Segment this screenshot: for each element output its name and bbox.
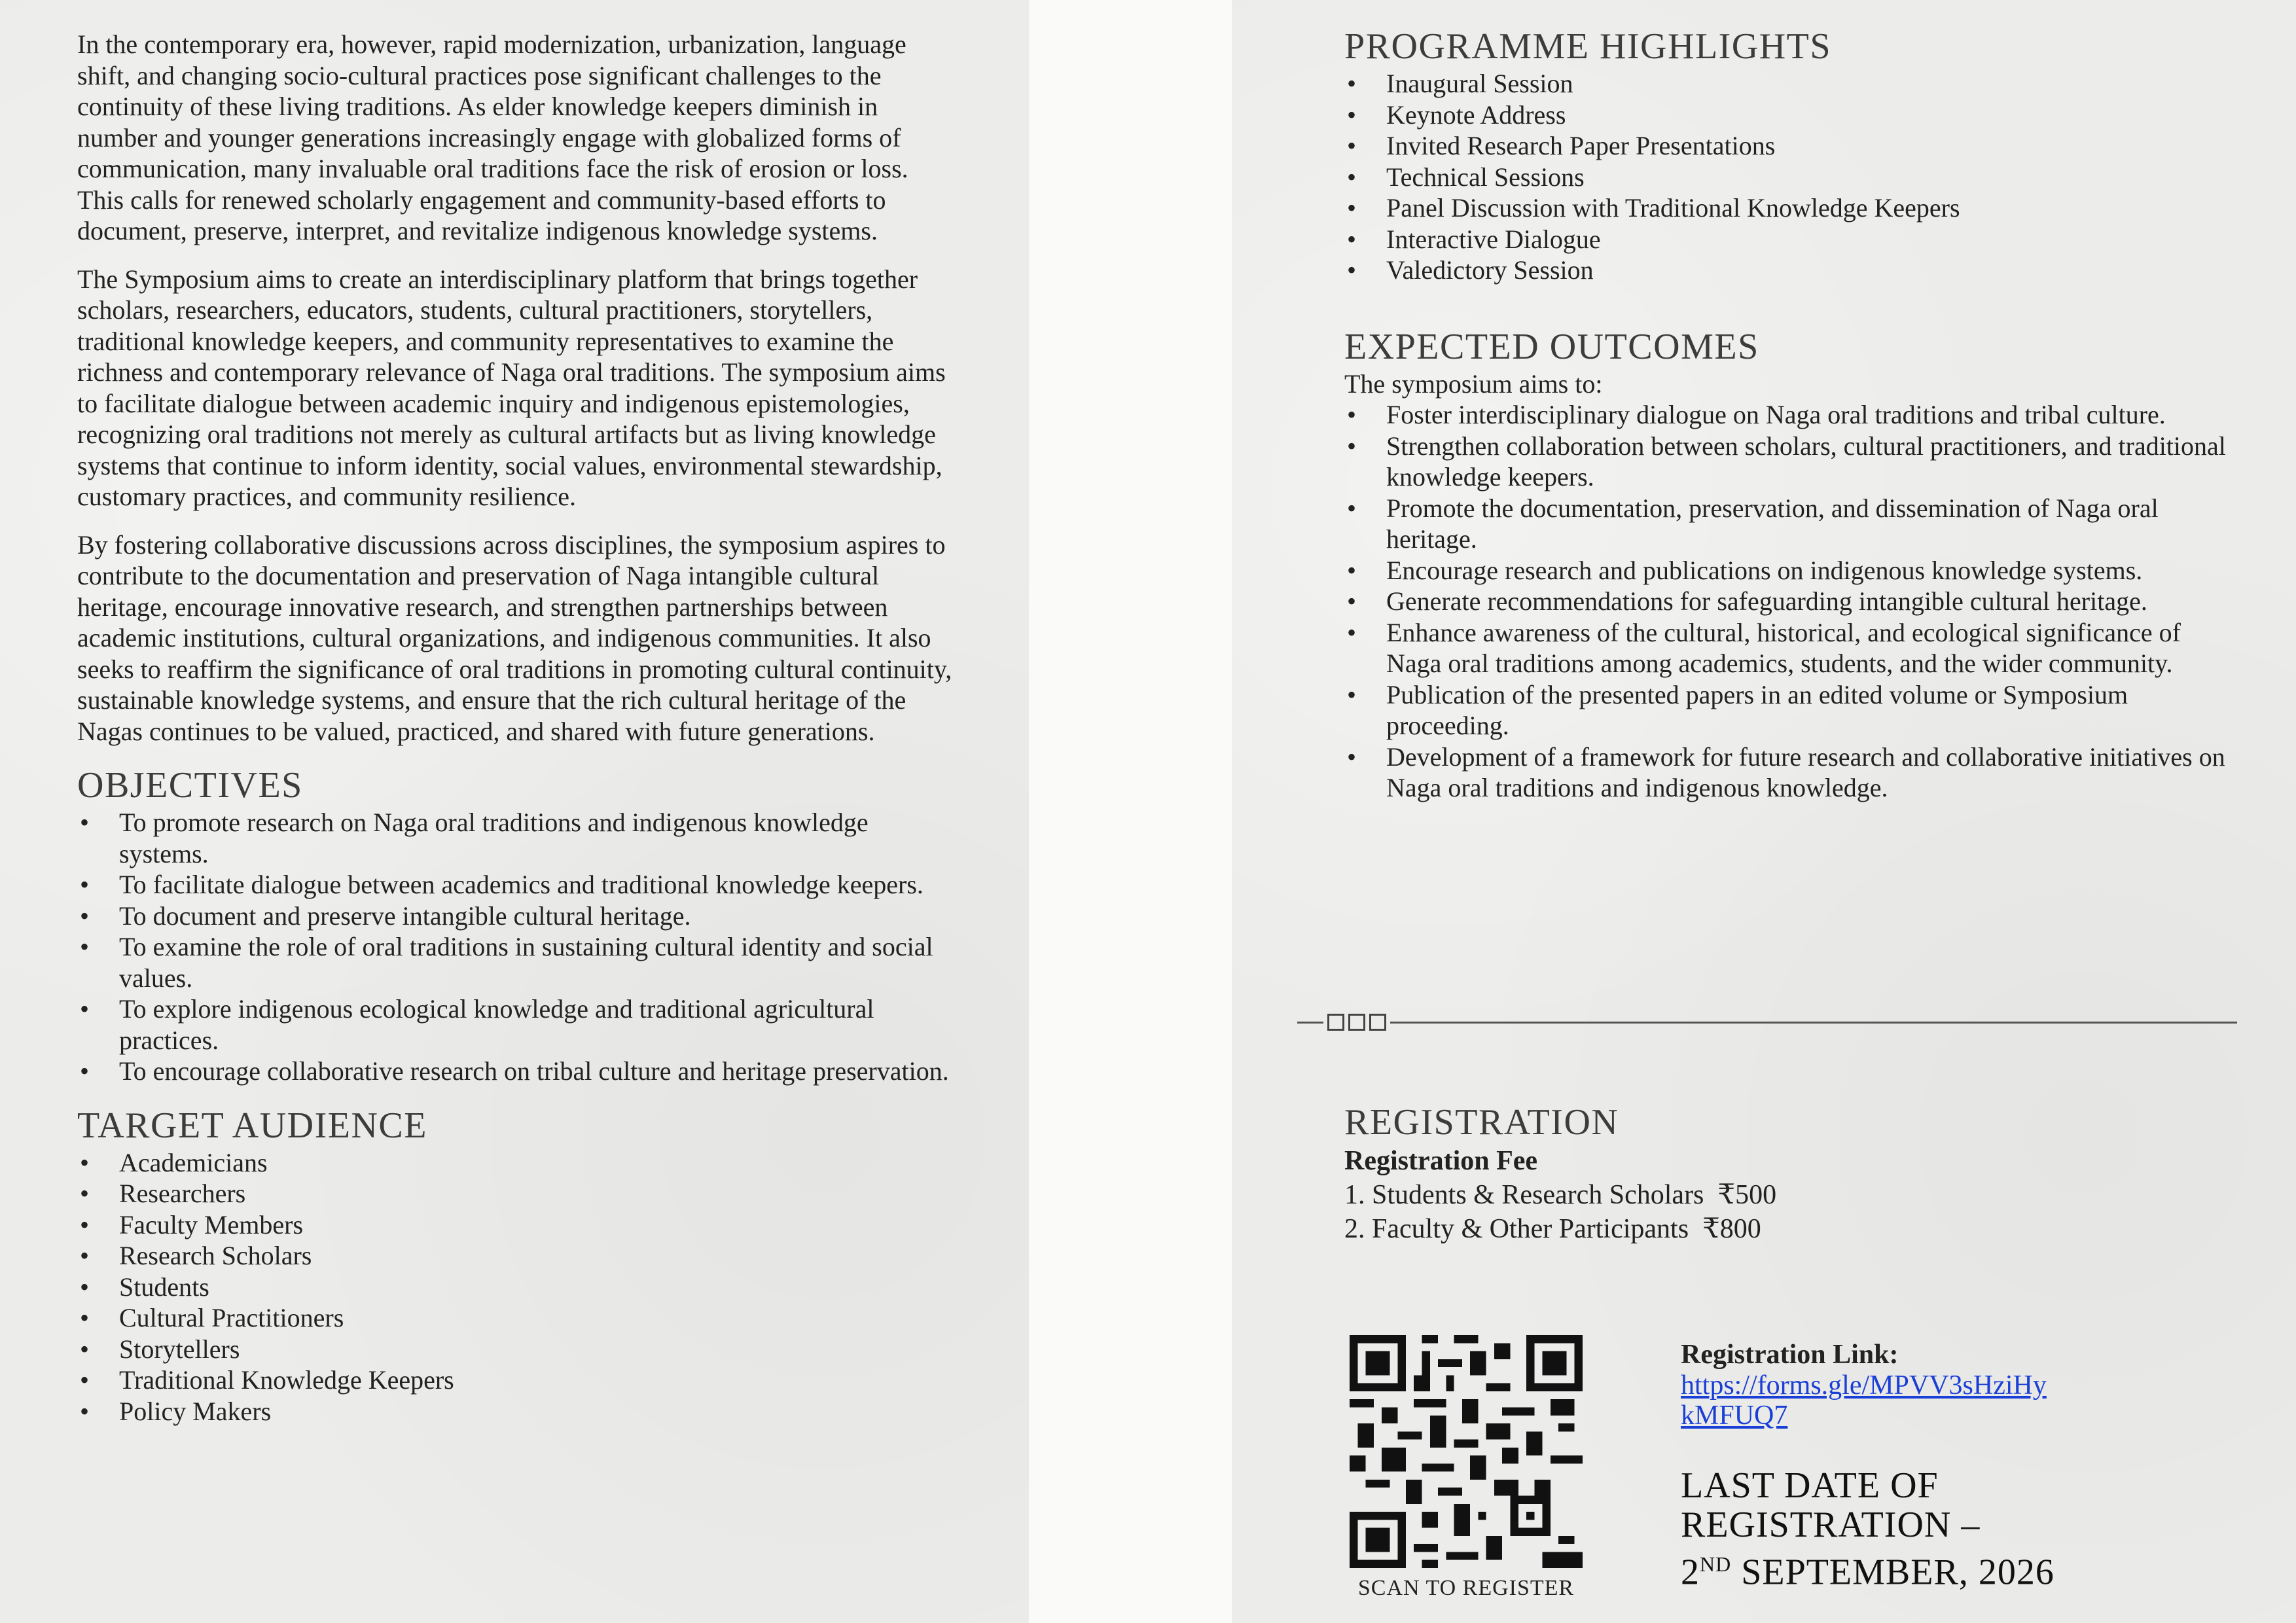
fee-line-faculty: 2. Faculty & Other Participants ₹800 (1344, 1214, 1761, 1244)
intro-paragraph-1: In the contemporary era, however, rapid modernization, urbanization, language shift, and changing socio-cultural practices pose significant challenges to the continuity of these living traditions. As elder knowledge keepers diminish in number and younger generations increasingly engage with globalized forms of communication, many invaluable oral traditions face the risk of erosion or loss. This calls for renewed scholarly engagement and community-based efforts to document, preserve, interpret, and revitalize indigenous knowledge systems. (77, 29, 908, 245)
target-audience-heading: TARGET AUDIENCE (77, 1105, 427, 1146)
last-date-of-registration (1681, 1466, 2054, 1592)
list-item: • Faculty Members (77, 1209, 954, 1241)
list-item: • Valedictory Session (1344, 255, 2237, 286)
list-item: • Foster interdisciplinary dialogue on Naga oral traditions and tribal culture. (1344, 399, 2237, 431)
list-item: • Researchers (77, 1178, 954, 1209)
list-item: • Policy Makers (77, 1396, 954, 1427)
list-item: • Research Scholars (77, 1240, 954, 1272)
intro-paragraph-2: The Symposium aims to create an interdisciplinary platform that brings together scholars, researchers, educators, students, cultural practitioners, storytellers, traditional knowledge keepers, and community representatives to examine the richness and contemporary relevance of Naga oral traditions. The symposium aims to facilitate dialogue between academic inquiry and indigenous epistemologies, recognizing oral traditions not merely as cultural artifacts but as living knowledge systems that continue to inform identity, social values, environmental stewardship, customary practices, and community resilience. (77, 264, 946, 511)
list-item: • Development of a framework for future research and collaborative initiatives on Naga oral traditions and indigenous knowledge. (1344, 741, 2237, 804)
list-item: • Panel Discussion with Traditional Knowledge Keepers (1344, 192, 2237, 224)
list-item: • Inaugural Session (1344, 68, 2237, 99)
center-gutter (1029, 0, 1232, 1623)
list-item: • To document and preserve intangible cultural heritage. (77, 901, 954, 932)
list-item: • Keynote Address (1344, 99, 2237, 131)
registration-fee-title: Registration Fee (1344, 1146, 1538, 1176)
list-item: • Storytellers (77, 1334, 954, 1365)
list-item: • To explore indigenous ecological knowledge and traditional agricultural practices. (77, 993, 954, 1056)
deadline-line-2: REGISTRATION – (1681, 1505, 1981, 1545)
list-item: • To promote research on Naga oral traditions and indigenous knowledge systems. (77, 807, 954, 869)
deadline-line-1: LAST DATE OF (1681, 1465, 1939, 1506)
list-item: • Invited Research Paper Presentations (1344, 130, 2237, 162)
registration-link-title: Registration Link: (1681, 1340, 1899, 1370)
registration-section (1344, 1101, 1776, 1246)
list-item: • Interactive Dialogue (1344, 224, 2237, 255)
list-item: • Strengthen collaboration between scholars, cultural practitioners, and traditional knowledge keepers. (1344, 431, 2237, 493)
intro-paragraph-3: By fostering collaborative discussions across disciplines, the symposium aspires to contribute to the documentation and preservation of Naga intangible cultural heritage, encourage innovative research, and strengthen partnerships between academic institutions, cultural organizations, and indigenous communities. It also seeks to reaffirm the significance of oral traditions in promoting cultural continuity, sustainable knowledge systems, and ensure that the rich cultural heritage of the Nagas continues to be valued, practiced, and shared with future generations. (77, 529, 952, 746)
list-item: • To facilitate dialogue between academics and traditional knowledge keepers. (77, 869, 954, 901)
deadline-date (1681, 1544, 2054, 1592)
target-audience-list (77, 1147, 954, 1427)
list-item: • Enhance awareness of the cultural, historical, and ecological significance of Naga oral traditions among academics, students, and the wider community. (1344, 617, 2237, 679)
list-item: • Technical Sessions (1344, 162, 2237, 193)
programme-highlights-list (1344, 68, 2237, 286)
deadline-day-suffix: ND (1700, 1552, 1732, 1576)
registration-link[interactable]: https://forms.gle/MPVV3sHziHykMFUQ7 (1681, 1370, 2047, 1431)
outcomes-intro: The symposium aims to: (1344, 368, 1603, 399)
left-page (0, 0, 1029, 1623)
list-item: • Students (77, 1272, 954, 1303)
ornament-divider-icon (1297, 1013, 2237, 1031)
deadline-day: 2 (1681, 1552, 1700, 1593)
list-item: • Cultural Practitioners (77, 1302, 954, 1334)
list-item: • To encourage collaborative research on tribal culture and heritage preservation. (77, 1056, 954, 1087)
objectives-heading: OBJECTIVES (77, 765, 303, 806)
list-item: • Encourage research and publications on indigenous knowledge systems. (1344, 555, 2237, 586)
list-item: • Publication of the presented papers in an edited volume or Symposium proceeding. (1344, 679, 2237, 741)
list-item: • Promote the documentation, preservation, and dissemination of Naga oral heritage. (1344, 493, 2237, 555)
list-item: • Academicians (77, 1147, 954, 1179)
list-item: • To examine the role of oral traditions in sustaining cultural identity and social values. (77, 931, 954, 993)
expected-outcomes-heading: EXPECTED OUTCOMES (1344, 326, 1759, 367)
registration-heading: REGISTRATION (1344, 1102, 1619, 1143)
objectives-list (77, 807, 954, 1087)
registration-link-block (1681, 1339, 2047, 1431)
qr-code-icon[interactable] (1350, 1335, 1583, 1568)
fee-line-students: 1. Students & Research Scholars ₹500 (1344, 1180, 1777, 1210)
expected-outcomes-list (1344, 399, 2237, 804)
list-item: • Traditional Knowledge Keepers (77, 1364, 954, 1396)
deadline-month-year: SEPTEMBER, 2026 (1731, 1552, 2054, 1593)
programme-highlights-heading: PROGRAMME HIGHLIGHTS (1344, 26, 1832, 67)
qr-caption: SCAN TO REGISTER (1357, 1576, 1575, 1600)
list-item: • Generate recommendations for safeguarding intangible cultural heritage. (1344, 586, 2237, 617)
